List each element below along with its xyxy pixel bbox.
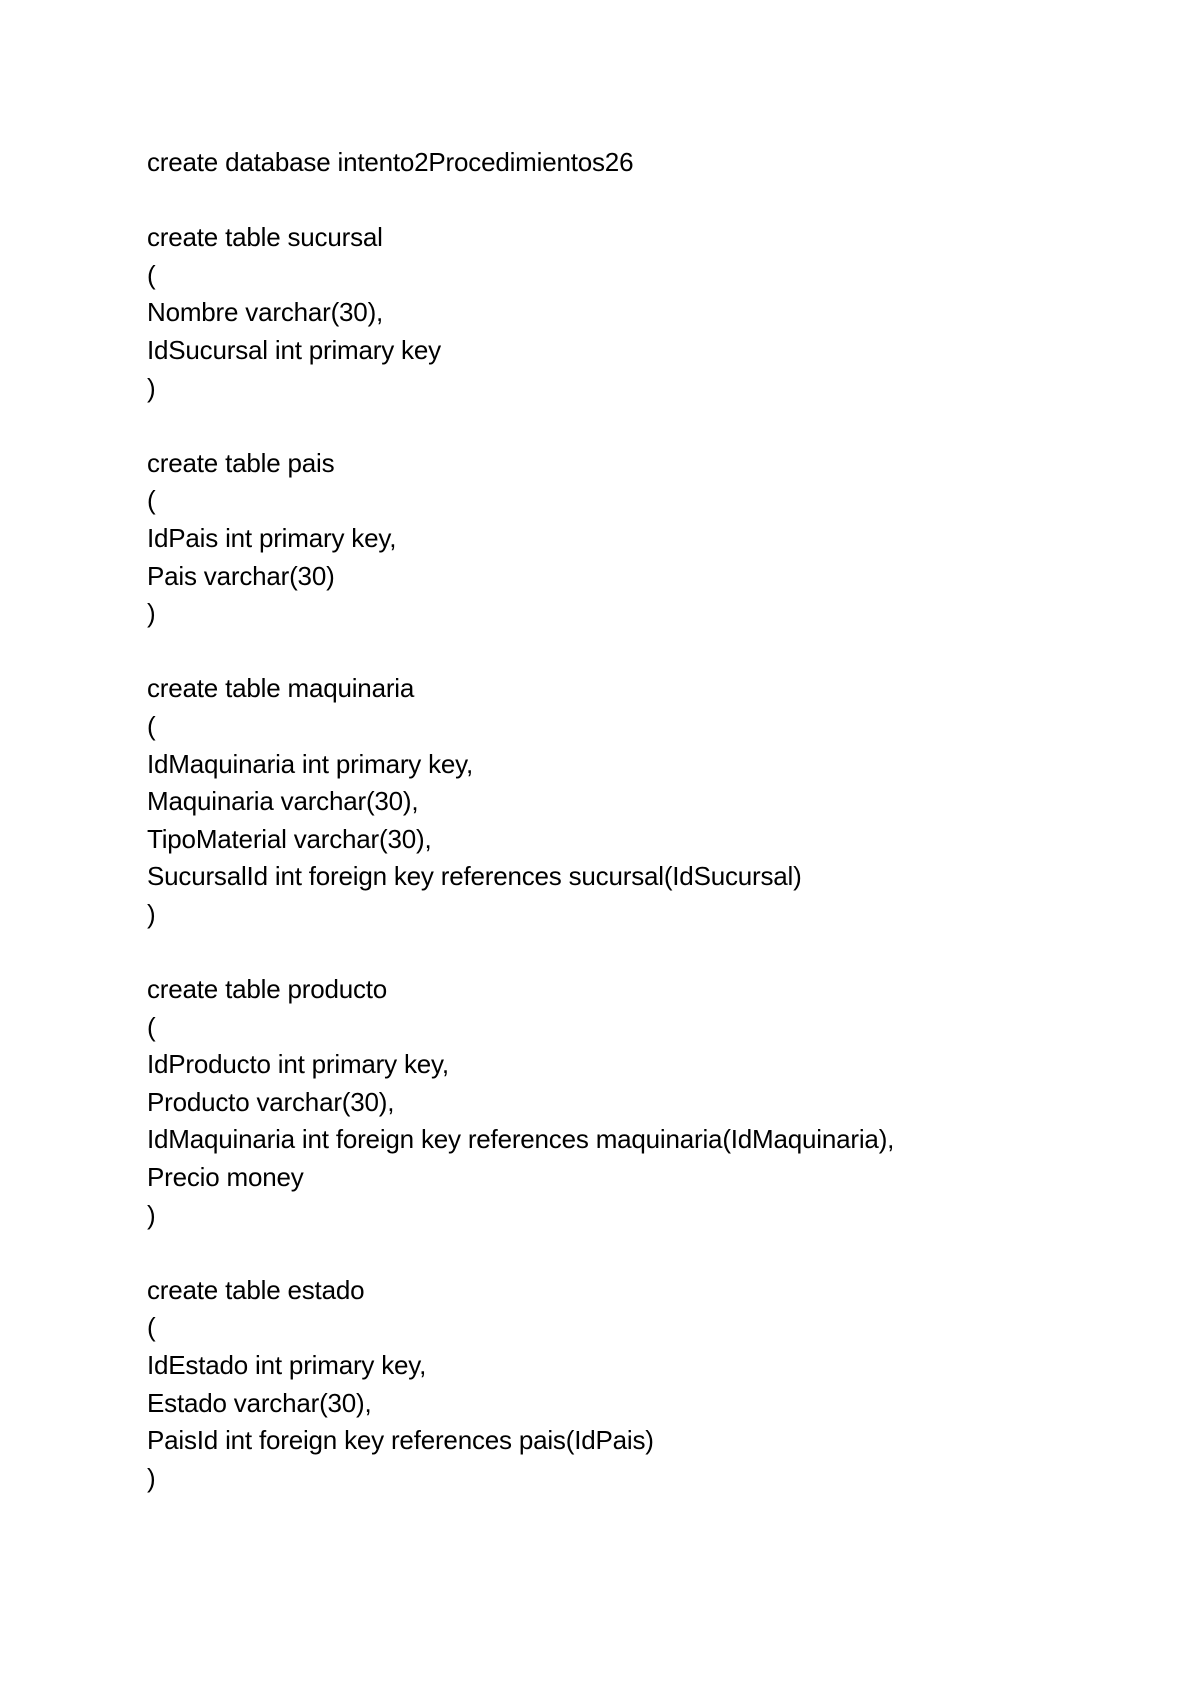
blank-line [147, 407, 894, 445]
open-paren-line: ( [147, 710, 156, 741]
column-definition-line: SucursalId int foreign key references sucursal(IdSucursal) [147, 861, 802, 892]
open-paren-line: ( [147, 1312, 156, 1343]
close-paren-line: ) [147, 372, 156, 403]
column-definition-line: TipoMaterial varchar(30), [147, 823, 432, 854]
blank-line [147, 182, 894, 220]
column-definition-line: IdMaquinaria int primary key, [147, 748, 474, 779]
column-definition-line: Maquinaria varchar(30), [147, 786, 419, 817]
column-definition-line: IdProducto int primary key, [147, 1049, 449, 1080]
column-definition-line: IdSucursal int primary key [147, 334, 441, 365]
blank-line [147, 633, 894, 671]
column-definition-line: IdPais int primary key, [147, 522, 397, 553]
open-paren-line: ( [147, 259, 156, 290]
close-paren-line: ) [147, 1462, 156, 1493]
open-paren-line: ( [147, 485, 156, 516]
create-table-maquinaria-line: create table maquinaria [147, 673, 415, 704]
create-table-pais-line: create table pais [147, 447, 335, 478]
column-definition-line: PaisId int foreign key references pais(IdPais) [147, 1425, 654, 1456]
column-definition-line: Precio money [147, 1162, 304, 1193]
column-definition-line: Estado varchar(30), [147, 1387, 372, 1418]
blank-line [147, 933, 894, 971]
column-definition-line: Nombre varchar(30), [147, 297, 384, 328]
column-definition-line: Producto varchar(30), [147, 1086, 395, 1117]
column-definition-line: IdMaquinaria int foreign key references maquinaria(IdMaquinaria), [147, 1124, 895, 1155]
blank-line [147, 1234, 894, 1272]
create-table-estado-line: create table estado [147, 1274, 365, 1305]
open-paren-line: ( [147, 1011, 156, 1042]
sql-script [147, 144, 894, 1497]
create-table-producto-line: create table producto [147, 974, 388, 1005]
close-paren-line: ) [147, 1199, 156, 1230]
column-definition-line: Pais varchar(30) [147, 560, 335, 591]
create-database-line: create database intento2Procedimientos26 [147, 147, 634, 177]
close-paren-line: ) [147, 598, 156, 629]
close-paren-line: ) [147, 898, 156, 929]
create-table-sucursal-line: create table sucursal [147, 222, 383, 253]
column-definition-line: IdEstado int primary key, [147, 1350, 427, 1380]
